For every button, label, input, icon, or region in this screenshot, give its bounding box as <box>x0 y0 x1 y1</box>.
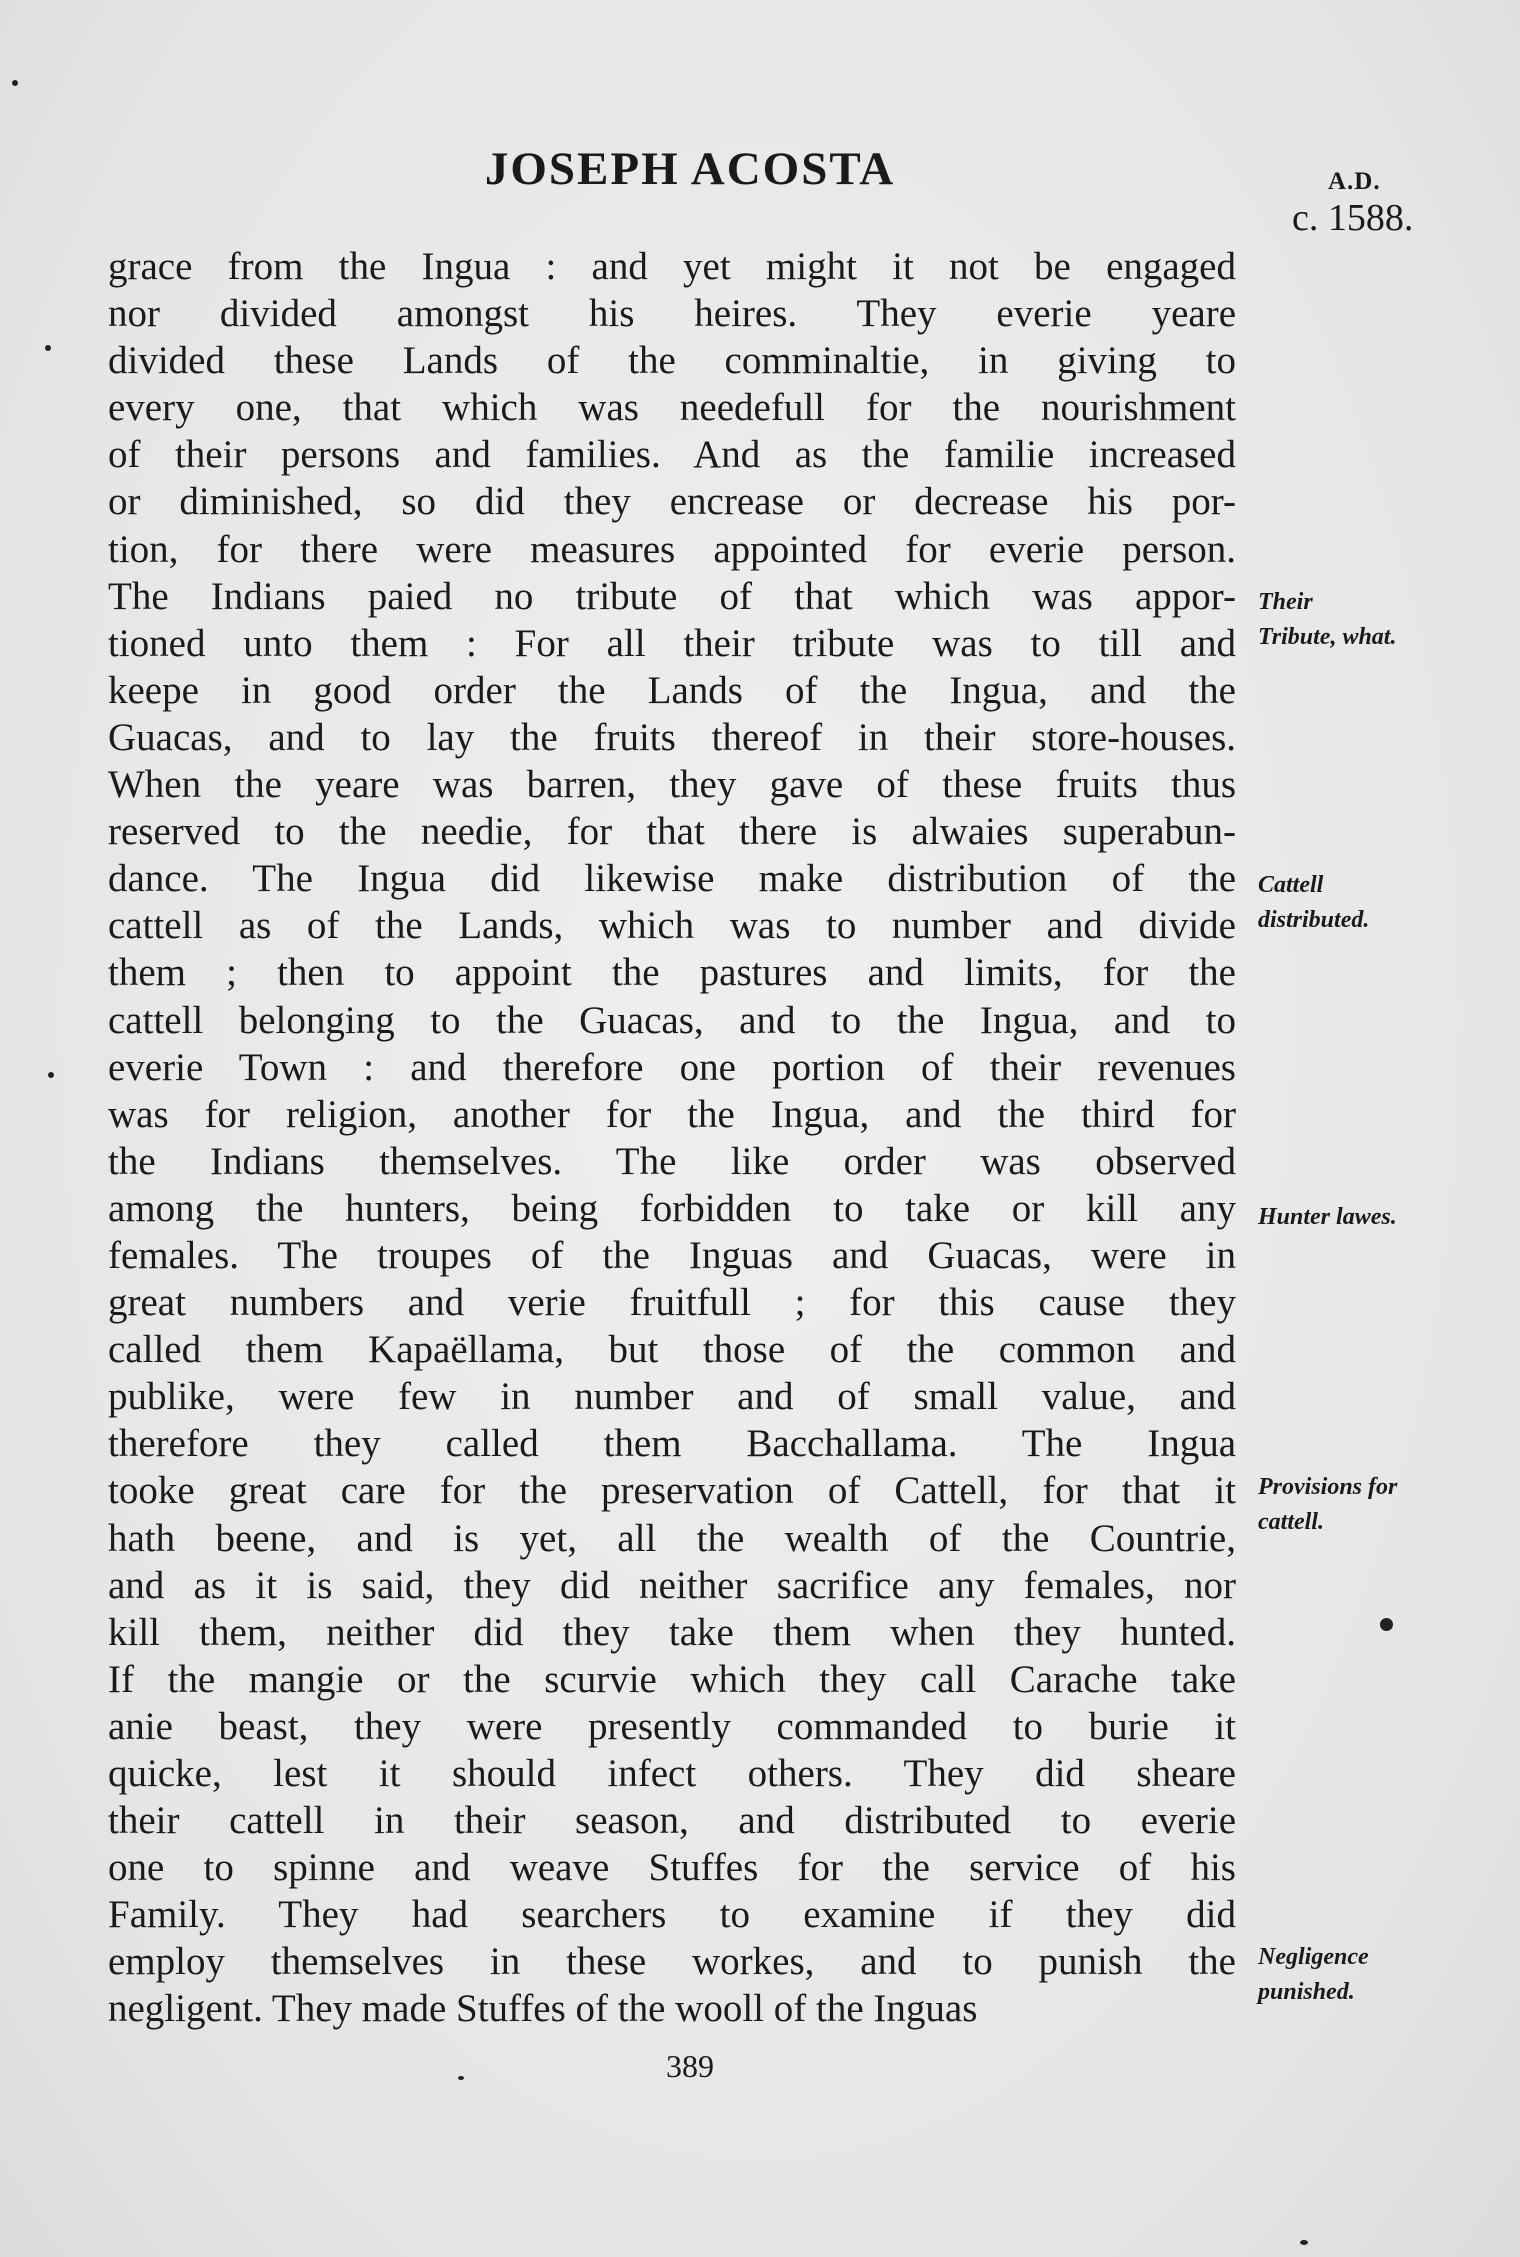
text-line: dance. The Ingua did likewise make distribution of the <box>108 857 1236 901</box>
text-line: or diminished, so did they encrease or decrease his por- <box>108 480 1236 524</box>
text-line: reserved to the needie, for that there is alwaies superabun- <box>108 810 1236 854</box>
text-line: keepe in good order the Lands of the Ingua, and the <box>108 668 1236 712</box>
ink-speck <box>1380 1618 1393 1631</box>
text-line: tioned unto them : For all their tribute was to till and <box>108 621 1236 665</box>
text-line: of their persons and families. And as the familie increased <box>108 433 1236 477</box>
page-number: 389 <box>666 2048 714 2084</box>
text-line: was for religion, another for the Ingua, and the third for <box>108 1092 1236 1136</box>
text-line: therefore they called them Bacchallama. The Ingua <box>108 1422 1236 1466</box>
text-line: females. The troupes of the Inguas and Guacas, were in <box>108 1233 1236 1277</box>
text-line: quicke, lest it should infect others. They did sheare <box>108 1752 1236 1795</box>
text-line: employ themselves in these workes, and to punish the <box>108 1940 1236 1984</box>
text-line: called them Kapaëllama, but those of the common and <box>108 1328 1236 1372</box>
text-line: grace from the Ingua : and yet might it not be engaged <box>108 245 1236 288</box>
ink-speck <box>458 2076 464 2080</box>
sidenote-line: Provisions for <box>1258 1474 1398 1500</box>
text-line: anie beast, they were presently commanded to burie it <box>108 1704 1236 1748</box>
date-year: c. 1588. <box>1292 197 1414 239</box>
text-line: nor divided amongst his heires. They everie yeare <box>108 292 1236 336</box>
text-line: negligent. They made Stuffes of the wooll of the Inguas <box>108 1987 978 2031</box>
sidenote-hunter <box>1258 1200 1397 1235</box>
sidenote-line: Hunter lawes. <box>1258 1204 1397 1230</box>
text-line: tion, for there were measures appointed for everie person. <box>108 527 1236 571</box>
text-line: cattell as of the Lands, which was to number and divide <box>108 904 1236 948</box>
sidenote-tribute <box>1258 585 1396 655</box>
sidenote-line: Their <box>1258 589 1313 615</box>
text-line: their cattell in their season, and distributed to everie <box>108 1799 1236 1843</box>
text-line: them ; then to appoint the pastures and limits, for the <box>108 951 1236 995</box>
ink-speck <box>45 345 51 351</box>
text-line: Guacas, and to lay the fruits thereof in their store-houses. <box>108 715 1236 759</box>
sidenote-line: Cattell <box>1258 872 1324 898</box>
text-line: publike, were few in number and of small value, and <box>108 1375 1236 1419</box>
text-line: one to spinne and weave Stuffes for the service of his <box>108 1846 1236 1890</box>
text-line: great numbers and verie fruitfull ; for this cause they <box>108 1281 1236 1325</box>
text-line: tooke great care for the preservation of Cattell, for that it <box>108 1469 1236 1513</box>
text-line: If the mangie or the scurvie which they call Carache take <box>108 1657 1236 1701</box>
text-line: and as it is said, they did neither sacrifice any females, nor <box>108 1563 1236 1607</box>
text-line: cattell belonging to the Guacas, and to the Ingua, and to <box>108 998 1236 1042</box>
text-line: hath beene, and is yet, all the wealth of the Countrie, <box>108 1516 1236 1560</box>
running-head-title: JOSEPH ACOSTA <box>484 143 896 195</box>
sidenote-cattell <box>1258 868 1369 938</box>
ink-speck <box>1300 2240 1308 2245</box>
text-line: kill them, neither did they take them when they hunted. <box>108 1610 1236 1654</box>
sidenote-line: distributed. <box>1258 907 1370 933</box>
sidenote-line: Negligence <box>1258 1944 1369 1970</box>
sidenote-line: Tribute, what. <box>1258 624 1397 650</box>
sidenote-line: punished. <box>1258 1979 1355 2005</box>
ink-speck <box>48 1072 54 1078</box>
text-line: When the yeare was barren, they gave of these fruits thus <box>108 763 1236 807</box>
text-line: the Indians themselves. The like order was observed <box>108 1139 1236 1183</box>
text-line: divided these Lands of the comminaltie, in giving to <box>108 339 1236 383</box>
date-label: A.D. <box>1328 168 1381 195</box>
sidenote-negligence <box>1258 1940 1369 2010</box>
ink-speck <box>12 80 18 86</box>
text-line: every one, that which was needefull for the nourishment <box>108 386 1236 430</box>
sidenote-line: cattell. <box>1258 1509 1324 1535</box>
text-line: among the hunters, being forbidden to take or kill any <box>108 1186 1236 1230</box>
sidenote-provisions <box>1258 1470 1397 1540</box>
text-line: Family. They had searchers to examine if they did <box>108 1893 1236 1937</box>
text-line: The Indians paied no tribute of that which was appor- <box>108 574 1236 618</box>
body-text <box>108 243 1236 2033</box>
text-line: everie Town : and therefore one portion of their revenues <box>108 1045 1236 1089</box>
